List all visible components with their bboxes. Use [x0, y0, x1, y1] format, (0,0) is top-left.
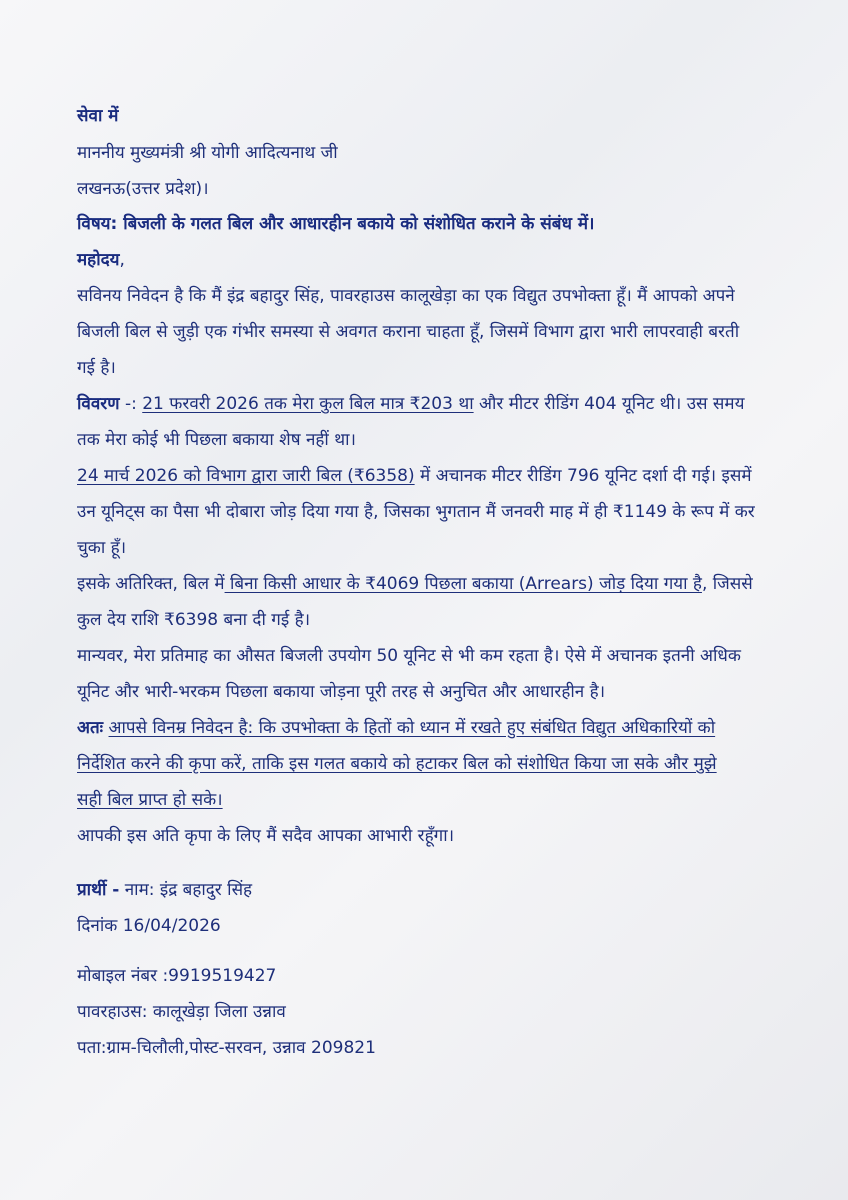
salutation: सेवा में — [77, 106, 119, 126]
details-line-1 — [77, 392, 744, 416]
details-rest: और मीटर रीडिंग 404 यूनिट थी। उस समय — [473, 394, 745, 414]
bill-line-1 — [77, 464, 752, 488]
details-underlined: 21 फरवरी 2026 तक मेरा कुल बिल मात्र ₹203 था — [142, 394, 474, 414]
address-line: पता:ग्राम-चिलौली,पोस्ट-सरवन, उन्नाव 209821 — [77, 1038, 376, 1058]
subject-line: विषय: बिजली के गलत बिल और आधारहीन बकाये को संशोधित कराने के संबंध में। — [77, 214, 595, 234]
usage-line-2: यूनिट और भारी-भरकम पिछला बकाया जोड़ना पूरी तरह से अनुचित और आधारहीन है। — [77, 682, 606, 702]
applicant-label: प्रार्थी - — [77, 880, 120, 900]
request-line-1 — [77, 716, 715, 740]
greeting — [77, 248, 125, 272]
mobile-line: मोबाइल नंबर :9919519427 — [77, 966, 277, 986]
greeting-word: महोदय — [77, 250, 120, 270]
arrears-line-2: कुल देय राशि ₹6398 बना दी गई है। — [77, 610, 311, 630]
intro-line-2: बिजली बिल से जुड़ी एक गंभीर समस्या से अवगत कराना चाहता हूँ, जिसमें विभाग द्वारा भारी लापरवाही बरती — [77, 322, 740, 342]
details-line-2: तक मेरा कोई भी पिछला बकाया शेष नहीं था। — [77, 430, 356, 450]
arrears-line-1 — [77, 572, 753, 596]
bill-line-3: चुका हूँ। — [77, 538, 127, 558]
details-label: विवरण — [77, 394, 120, 414]
request-line-2: निर्देशित करने की कृपा करें, ताकि इस गलत बकाये को हटाकर बिल को संशोधित किया जा सके और मुझे — [77, 754, 717, 774]
intro-line-3: गई है। — [77, 358, 116, 378]
applicant-name: नाम: इंद्र बहादुर सिंह — [119, 880, 253, 900]
intro-line-1: सविनय निवेदन है कि मैं इंद्र बहादुर सिंह, पावरहाउस कालूखेड़ा का एक विद्युत उपभोक्ता हूँ। मैं आपको अपने — [77, 286, 735, 306]
usage-line-1: मान्यवर, मेरा प्रतिमाह का औसत बिजली उपयोग 50 यूनिट से भी कम रहता है। ऐसे में अचानक इतनी अधिक — [77, 646, 741, 666]
bill-rest: में अचानक मीटर रीडिंग 796 यूनिट दर्शा दी गई। इसमें — [414, 466, 752, 486]
thanks-line: आपकी इस अति कृपा के लिए मैं सदैव आपका आभारी रहूँगा। — [77, 826, 455, 846]
arrears-underlined: बिना किसी आधार के ₹4069 पिछला बकाया (Arrears) जोड़ दिया गया है — [224, 574, 702, 594]
details-separator: -: — [119, 394, 143, 414]
greeting-comma: , — [119, 250, 125, 270]
bill-line-2: उन यूनिट्स का पैसा भी दोबारा जोड़ दिया गया है, जिसका भुगतान मैं जनवरी माह में ही ₹1149 के रूप में कर — [77, 502, 755, 522]
request-underlined-1: आपसे विनम्र निवेदन है: कि उपभोक्ता के हितों को ध्यान में रखते हुए संबंधित विद्युत अधिकारियों को — [108, 718, 716, 738]
request-line-3: सही बिल प्राप्त हो सके। — [77, 790, 223, 810]
powerhouse-line: पावरहाउस: कालूखेड़ा जिला उन्नाव — [77, 1002, 286, 1022]
arrears-pre: इसके अतिरिक्त, बिल में — [77, 574, 225, 594]
recipient-name: माननीय मुख्यमंत्री श्री योगी आदित्यनाथ जी — [77, 143, 338, 163]
bill-underlined: 24 मार्च 2026 को विभाग द्वारा जारी बिल (₹6358) — [77, 466, 415, 486]
arrears-post: , जिससे — [701, 574, 753, 594]
request-label: अतः — [77, 718, 104, 738]
applicant-line — [77, 878, 252, 902]
recipient-place: लखनऊ(उत्तर प्रदेश)। — [77, 179, 209, 199]
date-line: दिनांक 16/04/2026 — [77, 916, 221, 936]
